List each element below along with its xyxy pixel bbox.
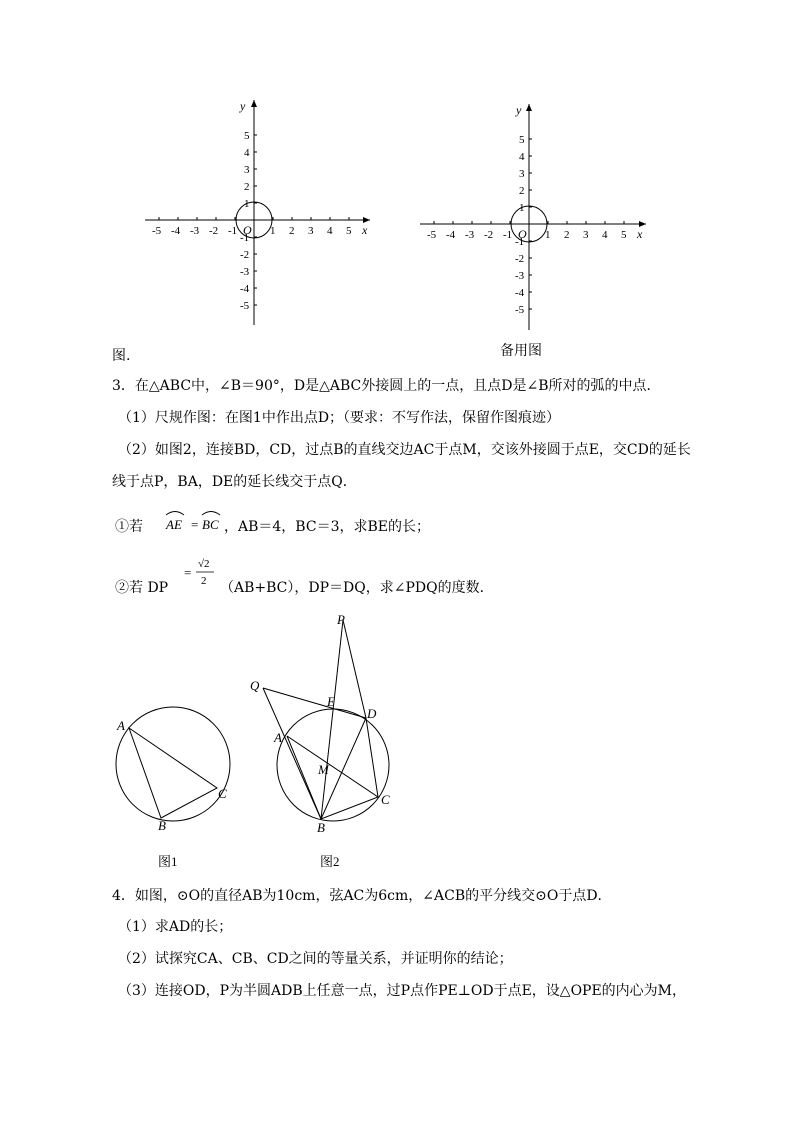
arc-label-bc: BC bbox=[202, 517, 219, 532]
right-y-tick-label: -2 bbox=[515, 253, 525, 266]
right-x-tick-label: 1 bbox=[545, 229, 551, 241]
right-x-tick-label: -1 bbox=[503, 229, 513, 241]
right-y-tick-label: 3 bbox=[519, 167, 525, 180]
left-x-label: x bbox=[362, 223, 368, 237]
fig1-caption: 图1 bbox=[158, 854, 178, 869]
figure-1 bbox=[116, 707, 230, 833]
q4-part2: （2）试探究CA、CB、CD之间的等量关系，并证明你的结论； bbox=[118, 951, 513, 967]
right-origin-label: O bbox=[518, 227, 527, 241]
fig2-label-c: C bbox=[381, 792, 390, 807]
left-y-tick-label: -2 bbox=[240, 249, 250, 262]
q3-sub1-prefix: ①若 bbox=[115, 519, 143, 535]
q3-part2-line2: 线于点P，BA，DE的延长线交于点Q． bbox=[112, 474, 357, 490]
left-x-tick-label: 1 bbox=[270, 225, 276, 237]
q4-part3: （3）连接OD，P为半圆ADB上任意一点，过P点作PE⊥OD于点E，设△OPE的内心为M， bbox=[118, 983, 687, 999]
left-x-tick-label: -1 bbox=[228, 225, 238, 237]
right-x-tick-label: 2 bbox=[564, 229, 570, 241]
fig2-label-d: D bbox=[367, 706, 377, 721]
right-x-tick-label: -3 bbox=[465, 229, 475, 241]
q3-sub1-arc-equation bbox=[164, 505, 224, 537]
fig2-label-m: M bbox=[318, 762, 329, 777]
fig2-triangle-abc bbox=[287, 736, 378, 819]
left-y-tick-label: -3 bbox=[240, 266, 250, 279]
fig1-label-c: C bbox=[218, 786, 227, 801]
left-x-tick-label: 5 bbox=[346, 225, 352, 237]
left-y-tick-label: 2 bbox=[244, 180, 250, 193]
left-x-tick-label: 3 bbox=[308, 225, 314, 237]
fig1-circle bbox=[116, 707, 230, 821]
right-y-label: y bbox=[516, 103, 522, 117]
left-x-tick-label: -2 bbox=[209, 225, 219, 237]
left-graph bbox=[145, 99, 370, 325]
left-y-tick-label: -4 bbox=[240, 283, 250, 296]
fraction-denominator: 2 bbox=[201, 575, 207, 587]
right-x-tick-label: 3 bbox=[583, 229, 589, 241]
left-x-tick-label: 4 bbox=[327, 225, 333, 237]
q3-part2-line1: （2）如图2，连接BD，CD，过点B的直线交边AC于点M，交该外接圆于点E，交CD的延长 bbox=[118, 442, 691, 458]
coordinate-graphs bbox=[0, 0, 794, 345]
arc-mark-bc bbox=[202, 512, 220, 516]
right-y-tick-label: 4 bbox=[519, 150, 525, 163]
right-y-tick-label: -1 bbox=[515, 236, 525, 249]
right-x-tick-label: -2 bbox=[484, 229, 494, 241]
arc-label-ae: AE bbox=[166, 517, 182, 532]
right-x-label: x bbox=[637, 227, 643, 241]
fig2-label-q: Q bbox=[250, 678, 260, 693]
q4-part1: （1）求AD的长； bbox=[118, 919, 233, 935]
q3-figures bbox=[0, 600, 794, 880]
left-origin-label: O bbox=[243, 223, 252, 237]
left-y-tick-label: 3 bbox=[244, 163, 250, 176]
q3-stem: 3．在△ABC中，∠B＝90°，D是△ABC外接圆上的一点，且点D是∠B所对的弧的中点． bbox=[112, 378, 661, 394]
right-x-tick-label: 4 bbox=[602, 229, 608, 241]
left-x-tick-label: -5 bbox=[152, 225, 162, 237]
right-y-tick-label: 2 bbox=[519, 184, 525, 197]
fig2-label-a: A bbox=[274, 730, 282, 745]
right-x-tick-label: 5 bbox=[621, 229, 627, 241]
fig2-circle bbox=[277, 709, 389, 821]
right-y-tick-label: -4 bbox=[515, 287, 525, 300]
q3-sub2-prefix: ②若 DP bbox=[115, 580, 169, 596]
fig1-label-b: B bbox=[158, 818, 166, 833]
fig2-caption: 图2 bbox=[320, 854, 340, 869]
q4-stem: 4．如图，⊙O的直径AB为10cm，弦AC为6cm，∠ACB的平分线交⊙O于点D． bbox=[112, 888, 612, 904]
left-x-tick-label: -4 bbox=[171, 225, 181, 237]
left-y-tick-label: 5 bbox=[244, 129, 250, 142]
right-y-tick-label: 1 bbox=[519, 201, 525, 214]
left-y-tick-label: 1 bbox=[244, 197, 250, 210]
arc-marks bbox=[164, 505, 224, 537]
right-graph-caption: 备用图 bbox=[500, 343, 542, 359]
q3-part1: （1）尺规作图：在图1中作出点D；（要求：不写作法，保留作图痕迹） bbox=[118, 410, 561, 426]
q3-sub2-suffix: （AB+BC），DP＝DQ，求∠PDQ的度数． bbox=[220, 580, 494, 596]
arc-equals: = bbox=[191, 517, 199, 532]
fig1-triangle bbox=[129, 728, 217, 818]
right-x-tick-label: -4 bbox=[446, 229, 456, 241]
left-y-label: y bbox=[240, 99, 246, 113]
left-y-tick-label: -5 bbox=[240, 300, 250, 313]
fig2-label-e: E bbox=[327, 694, 335, 709]
fig2-line-qd bbox=[263, 688, 366, 718]
fig2-line-bp bbox=[321, 620, 343, 819]
left-x-tick-label: -3 bbox=[190, 225, 200, 237]
fraction-equals: = bbox=[184, 565, 192, 580]
right-x-tick-label: -5 bbox=[427, 229, 437, 241]
left-graph-caption: 图. bbox=[112, 348, 131, 364]
figure-2 bbox=[250, 612, 390, 835]
right-graph bbox=[420, 103, 646, 330]
left-y-tick-label: 4 bbox=[244, 146, 250, 159]
fig1-label-a: A bbox=[117, 718, 125, 733]
right-y-tick-label: -3 bbox=[515, 270, 525, 283]
left-x-tick-label: 2 bbox=[289, 225, 295, 237]
fraction-numerator: √2 bbox=[198, 558, 210, 570]
right-y-tick-label: -5 bbox=[515, 304, 525, 317]
fig2-line-pd bbox=[343, 620, 366, 718]
fig2-label-p: P bbox=[337, 612, 345, 627]
arc-mark-ae bbox=[166, 512, 184, 516]
q3-sub2-fraction bbox=[183, 555, 219, 591]
fraction-mark bbox=[183, 555, 219, 591]
fig2-label-b: B bbox=[317, 820, 325, 835]
left-y-tick-label: -1 bbox=[240, 232, 250, 245]
q3-sub1-suffix: ，AB＝4，BC＝3，求BE的长； bbox=[224, 519, 430, 535]
right-y-tick-label: 5 bbox=[519, 133, 525, 146]
